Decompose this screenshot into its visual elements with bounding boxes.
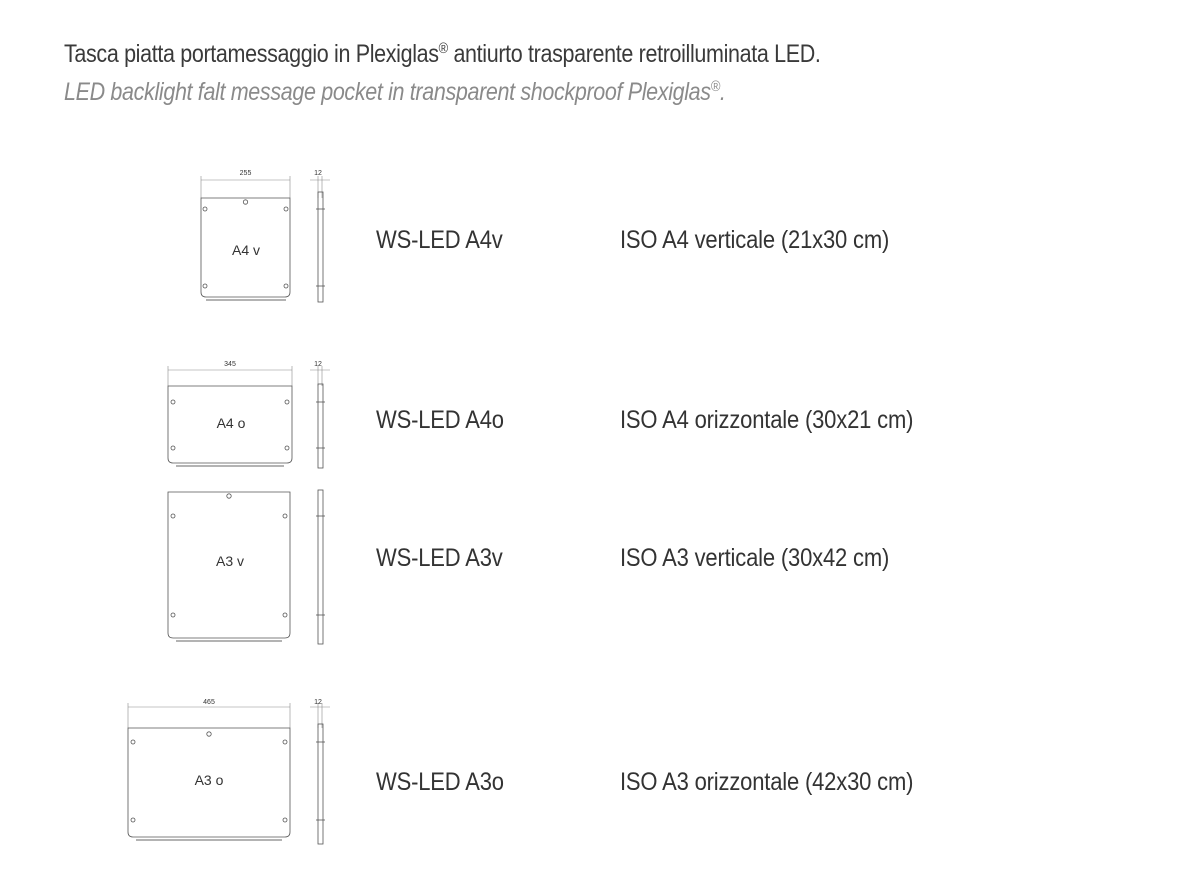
depth-dimension: 12 [314, 170, 322, 177]
product-code-a4o: WS-LED A4o [376, 406, 504, 434]
product-description-a4v: ISO A4 verticale (21x30 cm) [620, 226, 890, 254]
drawing-label: A4 v [231, 242, 261, 258]
drawing-label: A4 o [216, 415, 246, 431]
product-code-a3o: WS-LED A3o [376, 768, 504, 796]
depth-dimension: 12 [314, 699, 322, 706]
title-italian-part2: antiurto trasparente retroilluminata LED. [447, 40, 821, 68]
product-description-a3v: ISO A3 verticale (30x42 cm) [620, 544, 890, 572]
depth-dimension: 12 [314, 361, 322, 368]
drawing-label: A3 v [215, 553, 245, 569]
product-code-a4v: WS-LED A4v [376, 226, 503, 254]
registered-mark: ® [710, 78, 720, 95]
drawing-a3o [128, 699, 330, 844]
width-dimension: 345 [224, 361, 236, 368]
title-english-part1: LED backlight falt message pocket in transparent shockproof Plexiglas [64, 78, 711, 106]
product-code-a3v: WS-LED A3v [376, 544, 503, 572]
registered-mark: ® [438, 40, 448, 57]
title-italian-part1: Tasca piatta portamessaggio in Plexiglas [64, 40, 439, 68]
product-description-a4o: ISO A4 orizzontale (30x21 cm) [620, 406, 914, 434]
width-dimension: 255 [239, 170, 252, 177]
title-english-part2: . [719, 78, 726, 106]
drawing-a3v [168, 490, 325, 644]
drawing-label: A3 o [194, 772, 224, 788]
product-description-a3o: ISO A3 orizzontale (42x30 cm) [620, 768, 914, 796]
width-dimension: 465 [203, 699, 215, 706]
drawing-a4o [168, 361, 330, 468]
drawing-a4v [201, 170, 330, 302]
